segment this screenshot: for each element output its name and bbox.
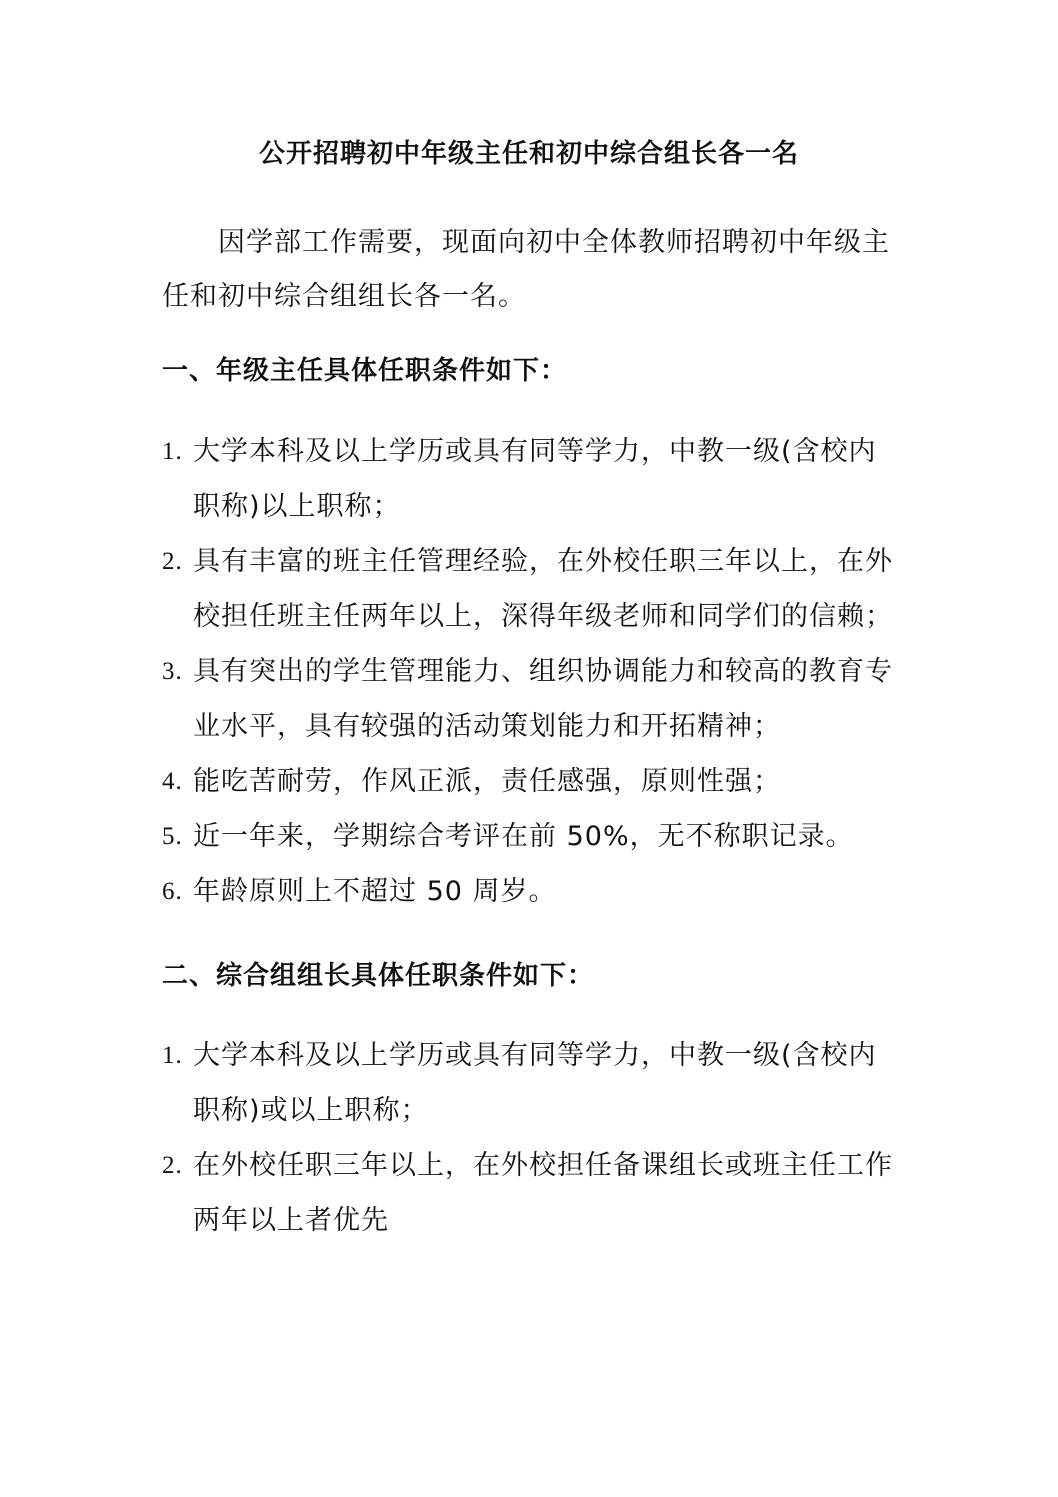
list-item [162,644,902,754]
section-1-heading: 一、年级主任具体任职条件如下： [162,356,568,386]
list-item-number: 1. [162,438,183,465]
list-item-number: 5. [162,823,183,850]
list-item-number: 3. [162,658,183,685]
list-item [162,809,902,864]
list-item [162,1138,902,1248]
list-item-text: 近一年来，学期综合考评在前 50%，无不称职记录。 [193,821,854,852]
section-2-list [162,1028,902,1248]
document-title: 公开招聘初中年级主任和初中综合组长各一名 [258,139,799,169]
list-item-text: 在外校任职三年以上，在外校担任备课组长或班主任工作两年以上者优先 [193,1150,893,1236]
list-item-text: 能吃苦耐劳，作风正派，责任感强，原则性强； [193,766,781,797]
list-item-text: 年龄原则上不超过 50 周岁。 [193,876,557,907]
list-item-text: 大学本科及以上学历或具有同等学力，中教一级(含校内职称)或以上职称； [193,1040,877,1126]
section-1-list [162,424,902,919]
list-item-text: 大学本科及以上学历或具有同等学力，中教一级(含校内职称)以上职称； [193,436,877,522]
list-item [162,1028,902,1138]
list-item-number: 4. [162,768,183,795]
section-2-heading: 二、综合组组长具体任职条件如下： [162,961,595,991]
list-item [162,424,902,534]
list-item-number: 1. [162,1042,183,1069]
list-item [162,534,902,644]
list-item-text: 具有突出的学生管理能力、组织协调能力和较高的教育专业水平，具有较强的活动策划能力和开拓精神； [193,656,893,742]
list-item-number: 2. [162,548,183,575]
list-item [162,864,902,919]
list-item [162,754,902,809]
list-item-number: 6. [162,878,183,905]
intro-paragraph: 因学部工作需要，现面向初中全体教师招聘初中年级主任和初中综合组组长各一名。 [162,227,890,312]
list-item-text: 具有丰富的班主任管理经验，在外校任职三年以上，在外校担任班主任两年以上，深得年级老师和同学们的信赖； [193,546,893,632]
list-item-number: 2. [162,1152,183,1179]
